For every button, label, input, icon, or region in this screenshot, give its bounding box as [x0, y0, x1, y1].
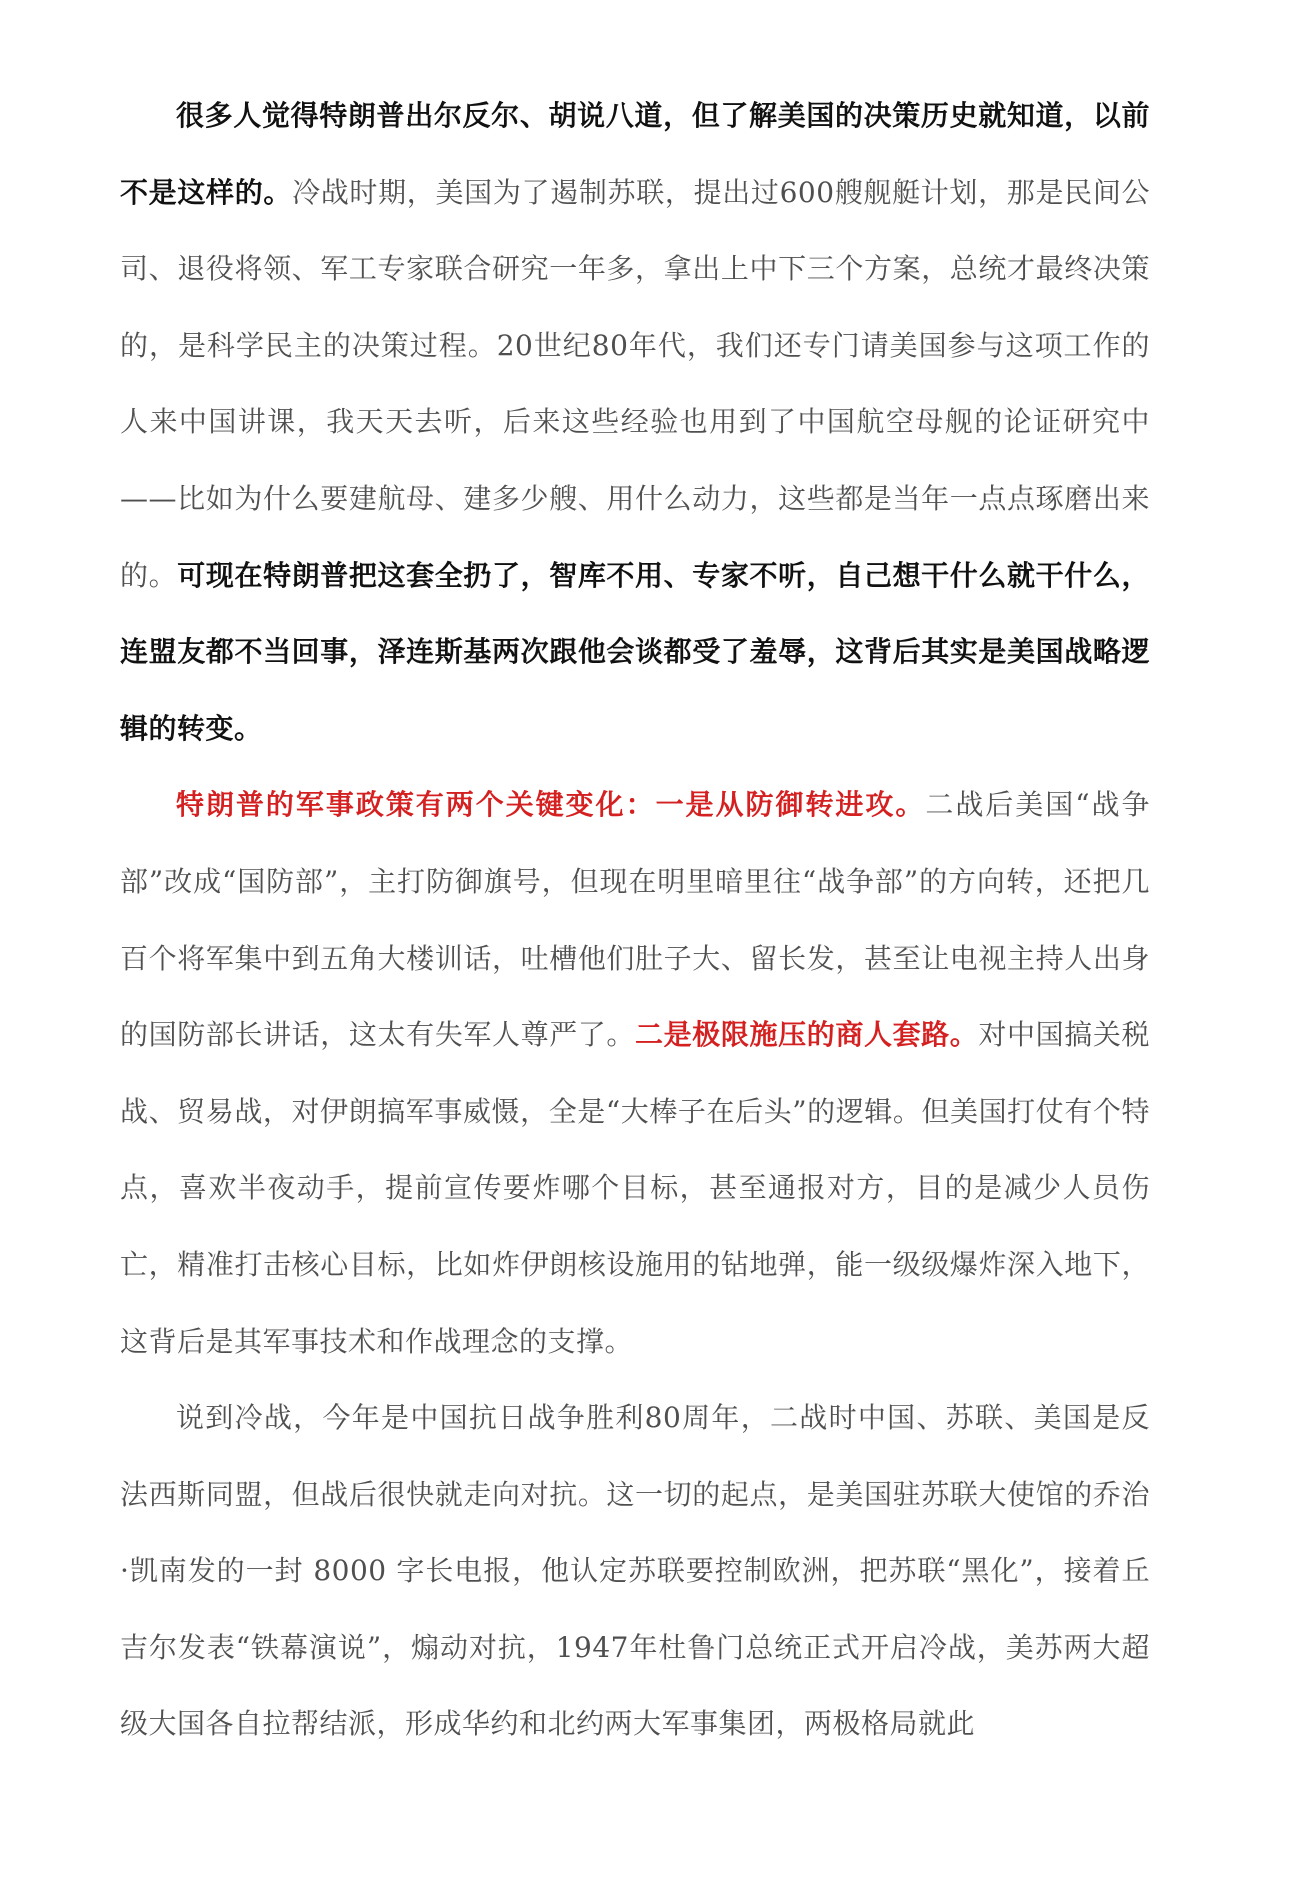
- bold-text: 很多人觉得特朗普出尔反尔、胡说八道，但了解美国的决策历史就知道，以前不是这样的。: [120, 99, 1150, 209]
- paragraph-decision-history: [120, 78, 1150, 767]
- body-text: 说到冷战，今年是中国抗日战争胜利80周年，二战时中国、苏联、美国是反法西斯同盟，但战后很快就走向对抗。这一切的起点，是美国驻苏联大使馆的乔治·凯南发的一封 8000 字长电报，他认定苏联要控制欧洲，把苏联“黑化”，接着丘吉尔发表“铁幕演说”，煽动对抗，1947年杜鲁门总统正式开启冷战，美苏两大超级大国各自拉帮结派，形成华约和北约两大军事集团，两极格局就此: [120, 1401, 1150, 1741]
- highlight-text: 二是极限施压的商人套路。: [635, 1018, 979, 1052]
- paragraph-military-policy: [120, 767, 1150, 1380]
- highlight-text: 特朗普的军事政策有两个关键变化：一是从防御转进攻。: [176, 788, 926, 822]
- body-text: 对中国搞关税战、贸易战，对伊朗搞军事威慑，全是“大棒子在后头”的逻辑。但美国打仗有个特点，喜欢半夜动手，提前宣传要炸哪个目标，甚至通报对方，目的是减少人员伤亡，精准打击核心目标，比如炸伊朗核设施用的钻地弹，能一级级爆炸深入地下，这背后是其军事技术和作战理念的支撑。: [120, 1018, 1150, 1358]
- paragraph-cold-war: [120, 1380, 1150, 1763]
- bold-text: 可现在特朗普把这套全扔了，智库不用、专家不听，自己想干什么就干什么，连盟友都不当回事，泽连斯基两次跟他会谈都受了羞辱，这背后其实是美国战略逻辑的转变。: [120, 558, 1150, 745]
- body-text: 冷战时期，美国为了遏制苏联，提出过600艘舰艇计划，那是民间公司、退役将领、军工专家联合研究一年多，拿出上中下三个方案，总统才最终决策的，是科学民主的决策过程。20世纪80年代，我们还专门请美国参与这项工作的人来中国讲课，我天天去听，后来这些经验也用到了中国航空母舰的论证研究中——比如为什么要建航母、建多少艘、用什么动力，这些都是当年一点点琢磨出来的。: [120, 175, 1150, 592]
- body-text: 二战后美国“战争部”改成“国防部”，主打防御旗号，但现在明里暗里往“战争部”的方向转，还把几百个将军集中到五角大楼训话，吐槽他们肚子大、留长发，甚至让电视主持人出身的国防部长讲话，这太有失军人尊严了。: [120, 788, 1150, 1052]
- document-page: [120, 78, 1150, 1763]
